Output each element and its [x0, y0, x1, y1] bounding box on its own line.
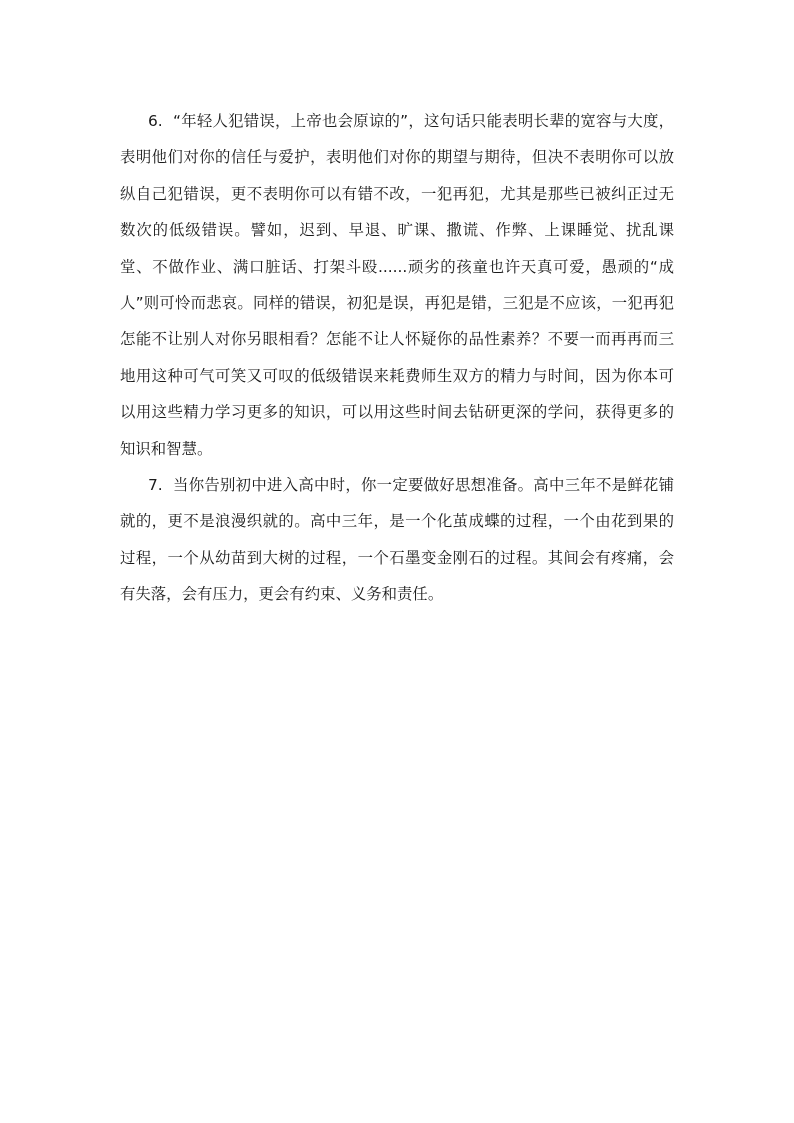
paragraph-7 [120, 467, 674, 613]
document-body [120, 103, 674, 613]
paragraph-text: “年轻人犯错误，上帝也会原谅的”，这句话只能表明长辈的宽容与大度，表明他们对你的信任与爱护，表明他们对你的期望与期待，但决不表明你可以放纵自己犯错误，更不表明你可以有错不改，一犯再犯，尤其是那些已被纠正过无数次的低级错误。譬如，迟到、早退、旷课、撒谎、作弊、上课睡觉、扰乱课堂、不做作业、满口脏话、打架斗殴......顽劣的孩童也许天真可爱，愚顽的“成人”则可怜而悲哀。同样的错误，初犯是误，再犯是错，三犯是不应该，一犯再犯怎能不让别人对你另眼相看？怎能不让人怀疑你的品性素养？不要一而再再而三地用这种可气可笑又可叹的低级错误来耗费师生双方的精力与时间，因为你本可以用这些精力学习更多的知识，可以用这些时间去钻研更深的学问，获得更多的知识和智慧。 [120, 112, 674, 458]
paragraph-number: 7. [148, 476, 163, 495]
paragraph-text: 当你告别初中进入高中时，你一定要做好思想准备。高中三年不是鲜花铺就的，更不是浪漫织就的。高中三年，是一个化茧成蝶的过程，一个由花到果的过程，一个从幼苗到大树的过程，一个石墨变金刚石的过程。其间会有疼痛，会有失落，会有压力，更会有约束、义务和责任。 [120, 476, 674, 604]
paragraph-number: 6. [148, 112, 163, 130]
paragraph-6 [120, 103, 674, 467]
